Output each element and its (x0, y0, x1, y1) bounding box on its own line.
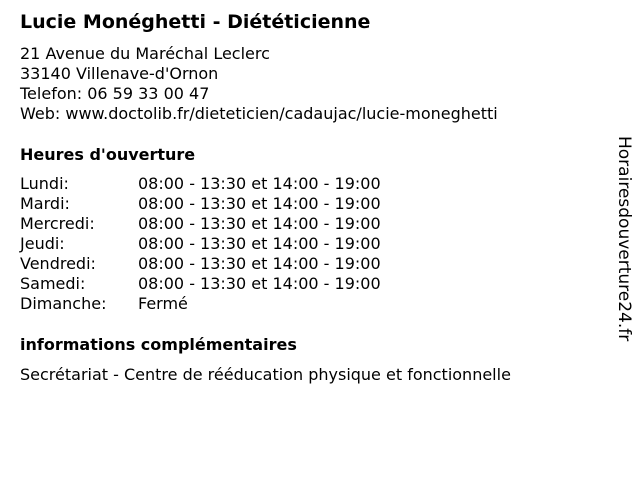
hours-row-samedi (20, 274, 381, 294)
day-hours: 08:00 - 13:30 et 14:00 - 19:00 (138, 214, 381, 233)
hours-row-vendredi (20, 254, 381, 274)
business-name: Lucie Monéghetti - Diététicienne (20, 11, 371, 33)
info-heading: informations complémentaires (20, 335, 297, 354)
phone-number: Telefon: 06 59 33 00 47 (20, 84, 210, 103)
hours-row-jeudi (20, 234, 381, 254)
day-label: Mardi: (20, 194, 70, 213)
day-hours: 08:00 - 13:30 et 14:00 - 19:00 (138, 194, 381, 213)
day-hours: Fermé (138, 294, 188, 313)
day-hours: 08:00 - 13:30 et 14:00 - 19:00 (138, 174, 381, 193)
hours-row-lundi (20, 174, 381, 194)
day-hours: 08:00 - 13:30 et 14:00 - 19:00 (138, 234, 381, 253)
day-label: Vendredi: (20, 254, 96, 273)
day-hours: 08:00 - 13:30 et 14:00 - 19:00 (138, 274, 381, 293)
hours-heading: Heures d'ouverture (20, 145, 196, 164)
address-city: 33140 Villenave-d'Ornon (20, 64, 219, 83)
day-label: Samedi: (20, 274, 86, 293)
hours-row-mercredi (20, 214, 381, 234)
address-street: 21 Avenue du Maréchal Leclerc (20, 44, 270, 63)
info-text: Secrétariat - Centre de rééducation physique et fonctionnelle (20, 365, 511, 384)
hours-row-dimanche (20, 294, 381, 314)
day-label: Lundi: (20, 174, 69, 193)
hours-table (20, 174, 381, 314)
hours-row-mardi (20, 194, 381, 214)
day-label: Mercredi: (20, 214, 95, 233)
website-link: Web: www.doctolib.fr/dieteticien/cadaujac/lucie-moneghetti (20, 104, 498, 123)
contact-block (20, 44, 498, 124)
site-watermark: Horairesdouverture24.fr (614, 136, 634, 342)
day-label: Dimanche: (20, 294, 107, 313)
day-hours: 08:00 - 13:30 et 14:00 - 19:00 (138, 254, 381, 273)
day-label: Jeudi: (20, 234, 65, 253)
